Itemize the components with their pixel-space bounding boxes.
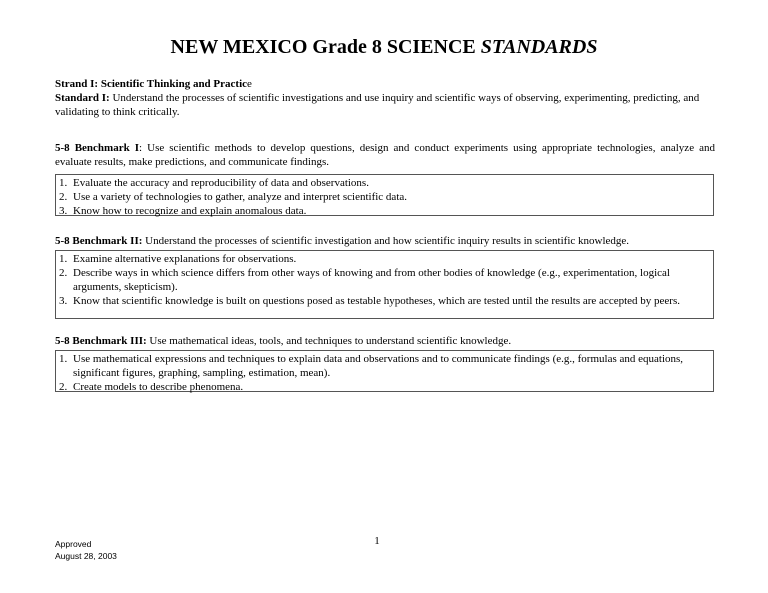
title-italic: STANDARDS bbox=[480, 36, 598, 58]
benchmark-2-label: 5-8 Benchmark II: bbox=[55, 235, 143, 247]
strand-heading bbox=[55, 77, 715, 91]
benchmark-1-box bbox=[55, 174, 714, 216]
standard-statement bbox=[55, 91, 715, 119]
item-number: 2. bbox=[59, 381, 68, 393]
benchmark-3-text: Use mathematical ideas, tools, and techniques to understand scientific knowledge. bbox=[146, 335, 512, 347]
page-number: 1 bbox=[374, 535, 380, 547]
benchmark-2-heading bbox=[55, 234, 715, 248]
item-text: Know how to recognize and explain anomalous data. bbox=[73, 205, 307, 217]
benchmark-3-label: 5-8 Benchmark III: bbox=[55, 335, 147, 347]
item-text: Examine alternative explanations for observations. bbox=[73, 253, 297, 265]
benchmark-2-box bbox=[55, 250, 714, 319]
strand-label-tail: e bbox=[247, 78, 252, 90]
list-item bbox=[59, 294, 709, 308]
benchmark-3-heading bbox=[55, 334, 715, 348]
benchmark-1-text: : Use scientific methods to develop questions, design and conduct experiments using appropriate technologies, analyze and evaluate results, make predictions, and communicate findings. bbox=[55, 142, 715, 168]
strand-label: Strand I: Scientific Thinking and Practic bbox=[55, 78, 248, 90]
benchmark-1-heading bbox=[55, 141, 715, 169]
item-text: Evaluate the accuracy and reproducibility of data and observations. bbox=[73, 177, 369, 189]
strand-section bbox=[55, 77, 715, 119]
title-main: NEW MEXICO Grade 8 SCIENCE bbox=[170, 36, 481, 58]
item-number: 1. bbox=[59, 177, 68, 189]
item-number: 3. bbox=[59, 205, 68, 217]
benchmark-3-box bbox=[55, 350, 714, 392]
item-number: 3. bbox=[59, 295, 68, 307]
item-text: Use mathematical expressions and techniques to explain data and observations and to communicate findings (e.g., formulas and equations, significant figures, graphing, sampling, estimation, mean). bbox=[73, 353, 684, 379]
approval-label: Approved bbox=[55, 539, 92, 549]
item-text: Create models to describe phenomena. bbox=[73, 381, 244, 393]
item-number: 1. bbox=[59, 253, 68, 265]
item-number: 2. bbox=[59, 267, 68, 279]
standard-label: Standard I: bbox=[55, 92, 110, 104]
list-item bbox=[59, 352, 709, 380]
approval-footer bbox=[55, 538, 117, 562]
item-text: Describe ways in which science differs from other ways of knowing and from other bodies of knowledge (e.g., experimentation, logical arguments, skepticism). bbox=[73, 267, 670, 293]
list-item bbox=[59, 204, 709, 218]
list-item bbox=[59, 252, 709, 266]
item-text: Know that scientific knowledge is built on questions posed as testable hypotheses, which are tested until the results are accepted by peers. bbox=[73, 295, 680, 307]
list-item bbox=[59, 190, 709, 204]
approval-date: August 28, 2003 bbox=[55, 551, 117, 561]
list-item bbox=[59, 176, 709, 190]
page-title bbox=[0, 36, 768, 59]
list-item bbox=[59, 380, 709, 394]
list-item bbox=[59, 266, 709, 294]
item-text: Use a variety of technologies to gather, analyze and interpret scientific data. bbox=[73, 191, 408, 203]
standard-text: Understand the processes of scientific investigations and use inquiry and scientific ways of observing, experimenting, predicting, and validating to think critically. bbox=[55, 92, 700, 118]
benchmark-1-label: 5-8 Benchmark I bbox=[55, 142, 140, 154]
item-number: 2. bbox=[59, 191, 68, 203]
benchmark-2-text: Understand the processes of scientific investigation and how scientific inquiry results in scientific knowledge. bbox=[142, 235, 630, 247]
item-number: 1. bbox=[59, 353, 68, 365]
